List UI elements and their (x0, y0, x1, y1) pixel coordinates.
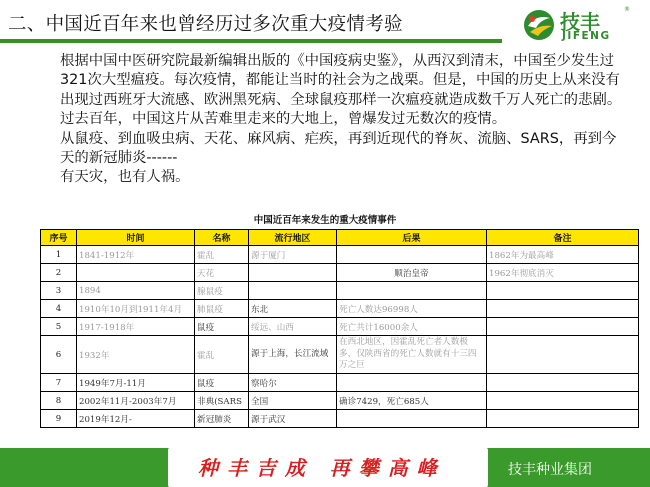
cell-result: 顺治皇帝 (337, 264, 487, 282)
table-row (41, 336, 639, 374)
jifeng-logo-icon (522, 8, 556, 42)
cell-result-text: 在西北地区，因霍乱死亡者人数极多，仅陕西省的死亡人数就有十三四万之巨 (339, 337, 477, 371)
cell-region: 全国 (249, 392, 337, 410)
cell-region: 源于厦门 (249, 246, 337, 264)
logo-text-cn: 技丰 (560, 10, 600, 34)
header-time: 时间 (77, 230, 195, 246)
cell-no: 5 (41, 318, 77, 336)
cell-result: 死亡人数达96998人 (337, 300, 487, 318)
cell-region (249, 336, 337, 374)
cell-result: 确诊7429，死亡685人 (337, 392, 487, 410)
cell-name: 鼠疫 (195, 318, 249, 336)
slide-header (0, 0, 650, 50)
paragraph-3: 从鼠疫、到血吸虫病、天花、麻风病、疟疾，再到近现代的脊灰、流脑、SARS，再到今天的新冠肺炎------ (60, 130, 617, 167)
cell-time (77, 264, 195, 282)
cell-name: 鼠疫 (195, 374, 249, 392)
cell-note (487, 282, 639, 300)
cell-time: 1841-1912年 (77, 246, 195, 264)
cell-time: 2002年11月-2003年7月 (77, 392, 195, 410)
table-row (41, 246, 639, 264)
footer-company-name: 技丰种业集团 (508, 462, 592, 478)
cell-region: 东北 (249, 300, 337, 318)
cell-name: 肺鼠疫 (195, 300, 249, 318)
cell-no: 1 (41, 246, 77, 264)
title-underline (0, 39, 502, 43)
paragraph-4: 有天灾，也有人祸。 (60, 169, 190, 186)
cell-result (337, 374, 487, 392)
cell-region (249, 264, 337, 282)
cell-note (487, 392, 639, 410)
cell-note (487, 374, 639, 392)
cell-no: 9 (41, 410, 77, 428)
table-row (41, 300, 639, 318)
cell-name: 天花 (195, 264, 249, 282)
cell-time: 1949年7月-11月 (77, 374, 195, 392)
cell-no: 3 (41, 282, 77, 300)
paragraph-2: 过去百年，中国这片从苦难里走来的大地上，曾爆发过无数次的疫情。 (60, 111, 507, 128)
cell-region: 源于武汉 (249, 410, 337, 428)
table-row (41, 282, 639, 300)
cell-name: 霍乱 (195, 246, 249, 264)
cell-no: 8 (41, 392, 77, 410)
jifeng-logo (522, 6, 634, 46)
cell-note (487, 410, 639, 428)
paragraph-1: 根据中国中医研究院最新编辑出版的《中国疫病史鉴》，从西汉到清末，中国至少发生过321次大型瘟疫。每次疫情，都能让当时的社会为之战栗。但是，中国的历史上从来没有出现过西班牙大流感、欧洲黑死病、全球鼠疫那样一次瘟疫就造成数千万人死亡的悲剧。 (60, 53, 622, 108)
cell-no: 4 (41, 300, 77, 318)
table-caption: 中国近百年来发生的重大疫情事件 (253, 215, 397, 226)
table-row (41, 392, 639, 410)
header-result: 后果 (337, 230, 487, 246)
table-row (41, 374, 639, 392)
cell-time: 1932年 (77, 336, 195, 374)
cell-note (487, 300, 639, 318)
footer-slogan: 种 丰 吉 成 再 攀 高 峰 (198, 456, 438, 480)
cell-name: 腺鼠疫 (195, 282, 249, 300)
body-text (24, 52, 624, 188)
cell-time: 2019年12月- (77, 410, 195, 428)
logo-text-en: JIFENG (562, 30, 611, 42)
table-row (41, 318, 639, 336)
cell-region: 绥远、山西 (249, 318, 337, 336)
cell-note: 1862年为最高峰 (487, 246, 639, 264)
cell-name: 霍乱 (195, 336, 249, 374)
table-row (41, 264, 639, 282)
cell-no: 2 (41, 264, 77, 282)
cell-time: 1894 (77, 282, 195, 300)
epidemic-table (40, 229, 639, 428)
cell-note: 1962年彻底消灭 (487, 264, 639, 282)
cell-region: 察哈尔 (249, 374, 337, 392)
cell-time: 1917-1918年 (77, 318, 195, 336)
cell-no: 6 (41, 336, 77, 374)
cell-result (337, 410, 487, 428)
cell-result: 死亡共计16000余人 (337, 318, 487, 336)
cell-note (487, 336, 639, 374)
cell-result (337, 282, 487, 300)
slide-title: 二、中国近百年来也曾经历过多次重大疫情考验 (8, 14, 403, 35)
cell-note (487, 318, 639, 336)
cell-region (249, 282, 337, 300)
header-no: 序号 (41, 230, 77, 246)
table-header-row (41, 230, 639, 246)
cell-name: 新冠肺炎 (195, 410, 249, 428)
trademark-mark: ® (624, 6, 630, 13)
table-row (41, 410, 639, 428)
header-name: 名称 (195, 230, 249, 246)
header-region: 流行地区 (249, 230, 337, 246)
cell-region-text: 源于上海，长江流域 (251, 348, 329, 359)
cell-result (337, 336, 487, 374)
cell-name: 非典(SARS (195, 392, 249, 410)
cell-time: 1910年10月到1911年4月 (77, 300, 195, 318)
header-note: 备注 (487, 230, 639, 246)
cell-result (337, 246, 487, 264)
cell-no: 7 (41, 374, 77, 392)
